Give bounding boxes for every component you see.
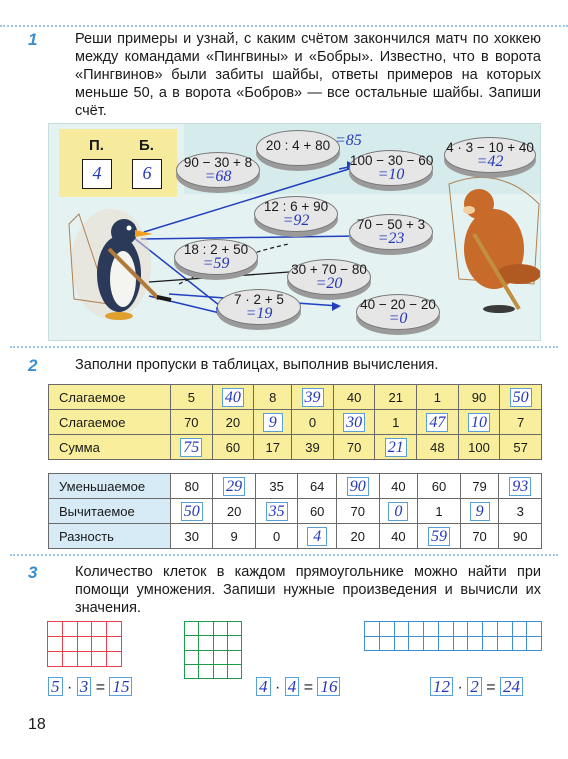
table-cell: 20 <box>337 524 379 549</box>
grid-cell <box>498 637 513 652</box>
grid-cell <box>214 636 228 650</box>
grid-cell <box>48 652 63 667</box>
puck-answer: =42 <box>476 153 504 170</box>
equation-3 <box>430 677 523 697</box>
handwritten-answer: 59 <box>428 527 450 546</box>
row-header: Вычитаемое <box>49 499 171 524</box>
table-cell: 80 <box>171 474 213 499</box>
grid-cell <box>199 665 213 679</box>
grid-cell <box>107 652 122 667</box>
table-cell: 57 <box>500 435 542 460</box>
multiply-sign: · <box>274 679 281 696</box>
table-cell <box>212 385 254 410</box>
table-cell <box>417 410 459 435</box>
grid-cell <box>214 665 228 679</box>
puck-expression: 4 · 3 − 10 + 40 <box>446 140 534 155</box>
table-cell <box>337 474 379 499</box>
table-row <box>49 524 542 549</box>
task2-text: Заполни пропуски в таблицах, выполнив вычисления. <box>75 357 439 373</box>
table-cell: 0 <box>292 410 334 435</box>
table-cell <box>458 410 500 435</box>
table-row <box>49 499 542 524</box>
row-header: Уменьшаемое <box>49 474 171 499</box>
grid-cell <box>439 637 454 652</box>
penguins-score: 4 <box>82 159 112 189</box>
grid-cell <box>92 637 107 652</box>
grid-cell <box>78 637 93 652</box>
handwritten-answer: 0 <box>388 502 408 521</box>
handwritten-answer: 10 <box>468 413 490 432</box>
table-cell: 60 <box>418 474 460 499</box>
table-cell: 40 <box>333 385 375 410</box>
table-cell: 100 <box>458 435 500 460</box>
handwritten-answer: 50 <box>181 502 203 521</box>
beavers-score: 6 <box>132 159 162 189</box>
table-row <box>49 474 542 499</box>
grid-cell <box>214 651 228 665</box>
equation-1 <box>48 677 132 697</box>
product: 16 <box>317 677 340 696</box>
table-cell: 30 <box>171 524 213 549</box>
handwritten-answer: 30 <box>343 413 365 432</box>
table-cell <box>298 524 337 549</box>
table-cell: 1 <box>417 385 459 410</box>
table-cell: 0 <box>255 524 297 549</box>
grid-cell <box>199 622 213 636</box>
handwritten-answer: 9 <box>263 413 283 432</box>
table-row <box>49 385 542 410</box>
product: 15 <box>109 677 132 696</box>
table-cell: 60 <box>212 435 254 460</box>
grid-cell <box>498 622 513 637</box>
table-cell: 9 <box>213 524 255 549</box>
grid-cell <box>185 665 199 679</box>
score-box <box>59 129 177 197</box>
grid-cell <box>48 637 63 652</box>
row-header: Разность <box>49 524 171 549</box>
grid-cell <box>468 622 483 637</box>
grid-cell <box>92 622 107 637</box>
equals-sign: = <box>486 679 496 696</box>
handwritten-answer: 50 <box>510 388 532 407</box>
grid-cell <box>78 622 93 637</box>
table-cell: 70 <box>333 435 375 460</box>
puck-answer: =23 <box>377 230 405 247</box>
puck-answer: =10 <box>377 166 405 183</box>
task1-number: 1 <box>28 30 38 49</box>
puck-expression: 40 − 20 − 20 <box>360 297 436 312</box>
table-cell: 48 <box>417 435 459 460</box>
grid-cell <box>185 636 199 650</box>
grid-cell <box>513 637 528 652</box>
hockey-illustration <box>48 123 541 341</box>
puck-expression: 100 − 30 − 60 <box>350 153 434 168</box>
puck-1 <box>176 152 260 188</box>
table-cell <box>171 435 213 460</box>
table-cell: 90 <box>499 524 542 549</box>
handwritten-answer: 90 <box>347 477 369 496</box>
table-cell <box>418 524 460 549</box>
grid-cell <box>107 622 122 637</box>
puck-10 <box>356 294 440 330</box>
puck-answer: =92 <box>282 212 310 229</box>
multiply-sign: · <box>66 679 73 696</box>
handwritten-answer: 35 <box>266 502 288 521</box>
table-cell <box>500 385 542 410</box>
table-cell: 40 <box>379 474 418 499</box>
table-cell <box>499 474 542 499</box>
task3-text: Количество клеток в каждом прямоугольнике можно найти при помощи умножения. Запиши нужные произведения и вычисли их значения. <box>75 564 541 616</box>
puck-expression: 20 : 4 + 80 <box>265 138 331 153</box>
grid-cell <box>185 622 199 636</box>
task2-number: 2 <box>28 356 38 375</box>
puck-expression: 7 · 2 + 5 <box>234 292 284 307</box>
table-cell: 5 <box>171 385 213 410</box>
row-header: Слагаемое <box>49 410 171 435</box>
grid-cell <box>454 637 469 652</box>
table-cell: 20 <box>212 410 254 435</box>
grid-cell <box>92 652 107 667</box>
table-cell <box>171 499 213 524</box>
grid-cell <box>380 622 395 637</box>
table-cell: 7 <box>500 410 542 435</box>
row-header: Слагаемое <box>49 385 171 410</box>
puck-9 <box>217 289 301 325</box>
factor-a: 5 <box>48 677 63 696</box>
task3-number: 3 <box>28 563 38 582</box>
multiply-sign: · <box>457 679 463 696</box>
puck-answer: =85 <box>335 132 362 149</box>
product: 24 <box>500 677 523 696</box>
table-cell: 8 <box>254 385 292 410</box>
puck-answer: =0 <box>388 310 408 327</box>
puck-3 <box>349 150 433 186</box>
table-cell: 35 <box>255 474 297 499</box>
grid-cell <box>365 622 380 637</box>
blue-grid-rectangle <box>364 621 542 651</box>
table-cell: 70 <box>171 410 213 435</box>
grid-cell <box>214 622 228 636</box>
grid-cell <box>468 637 483 652</box>
handwritten-answer: 47 <box>426 413 448 432</box>
grid-cell <box>365 637 380 652</box>
grid-cell <box>48 622 63 637</box>
green-grid-square <box>184 621 242 679</box>
table-cell <box>375 435 417 460</box>
table-cell: 1 <box>375 410 417 435</box>
page-number: 18 <box>28 716 46 733</box>
table-cell: 60 <box>298 499 337 524</box>
handwritten-answer: 29 <box>223 477 245 496</box>
puck-8 <box>287 259 371 295</box>
section-divider <box>10 554 558 556</box>
factor-b: 4 <box>285 677 300 696</box>
grid-cell <box>424 622 439 637</box>
table-cell: 1 <box>418 499 460 524</box>
table-cell: 79 <box>460 474 499 499</box>
handwritten-answer: 39 <box>302 388 324 407</box>
puck-answer: =20 <box>315 275 343 292</box>
table-cell: 64 <box>298 474 337 499</box>
grid-cell <box>78 652 93 667</box>
puck-4 <box>444 137 536 173</box>
subtraction-table <box>48 473 542 549</box>
grid-cell <box>185 651 199 665</box>
puck-6 <box>349 214 433 250</box>
red-grid-rectangle <box>47 621 122 667</box>
equals-sign: = <box>95 679 106 696</box>
penguins-label: П. <box>89 137 104 154</box>
task1-text: Реши примеры и узнай, с каким счётом закончился матч по хоккею между командами «Пингвины» и «Бобры». Известно, что в ворота «Пингвинов» были забиты шайбы, ответы примеров на которых меньше 50, а в ворота «Бобров» — все остальные шайбы. Запиши счёт. <box>75 31 541 119</box>
grid-cell <box>380 637 395 652</box>
factor-a: 12 <box>430 677 453 696</box>
table-cell <box>379 499 418 524</box>
handwritten-answer: 21 <box>385 438 407 457</box>
grid-cell <box>395 637 410 652</box>
table-cell <box>255 499 297 524</box>
table-cell <box>254 410 292 435</box>
table-cell <box>333 410 375 435</box>
grid-cell <box>424 637 439 652</box>
equals-sign: = <box>303 679 314 696</box>
handwritten-answer: 40 <box>222 388 244 407</box>
puck-7 <box>174 239 258 275</box>
table-cell <box>460 499 499 524</box>
handwritten-answer: 93 <box>509 477 531 496</box>
top-dotted-line <box>0 25 568 27</box>
puck-expression: 18 : 2 + 50 <box>183 242 249 257</box>
table-cell <box>213 474 255 499</box>
factor-a: 4 <box>256 677 271 696</box>
equation-2 <box>256 677 340 697</box>
puck-answer: =59 <box>202 255 230 272</box>
grid-cell <box>199 636 213 650</box>
grid-cell <box>513 622 528 637</box>
puck-expression: 12 : 6 + 90 <box>263 199 329 214</box>
table-cell: 90 <box>458 385 500 410</box>
puck-expression: 90 − 30 + 8 <box>183 155 253 170</box>
puck-2 <box>256 130 340 166</box>
handwritten-answer: 75 <box>180 438 202 457</box>
table-cell: 40 <box>379 524 418 549</box>
beavers-label: Б. <box>139 137 154 154</box>
grid-cell <box>483 637 498 652</box>
grid-cell <box>107 637 122 652</box>
handwritten-answer: 4 <box>307 527 327 546</box>
table-cell: 3 <box>499 499 542 524</box>
factor-b: 2 <box>467 677 482 696</box>
table-cell: 17 <box>254 435 292 460</box>
puck-expression: 30 + 70 − 80 <box>291 262 367 277</box>
grid-cell <box>395 622 410 637</box>
grid-cell <box>63 637 78 652</box>
table-cell: 39 <box>292 435 334 460</box>
grid-cell <box>409 622 424 637</box>
grid-cell <box>409 637 424 652</box>
addition-table <box>48 384 542 460</box>
table-cell: 70 <box>337 499 379 524</box>
grid-cell <box>228 651 242 665</box>
table-row <box>49 410 542 435</box>
grid-cell <box>527 637 542 652</box>
grid-cell <box>454 622 469 637</box>
puck-expression: 70 − 50 + 3 <box>356 217 426 232</box>
row-header: Сумма <box>49 435 171 460</box>
grid-cell <box>63 622 78 637</box>
grid-cell <box>228 622 242 636</box>
table-cell <box>292 385 334 410</box>
grid-cell <box>483 622 498 637</box>
puck-answer: =19 <box>245 305 273 322</box>
grid-cell <box>199 651 213 665</box>
grid-cell <box>228 665 242 679</box>
grid-cell <box>63 652 78 667</box>
table-cell: 21 <box>375 385 417 410</box>
grid-cell <box>439 622 454 637</box>
table-cell: 70 <box>460 524 499 549</box>
grid-cell <box>527 622 542 637</box>
grid-cell <box>228 636 242 650</box>
handwritten-answer: 9 <box>470 502 490 521</box>
puck-5 <box>254 196 338 232</box>
table-cell: 20 <box>213 499 255 524</box>
puck-answer: =68 <box>204 168 232 185</box>
table-row <box>49 435 542 460</box>
section-divider <box>10 346 558 348</box>
factor-b: 3 <box>77 677 92 696</box>
